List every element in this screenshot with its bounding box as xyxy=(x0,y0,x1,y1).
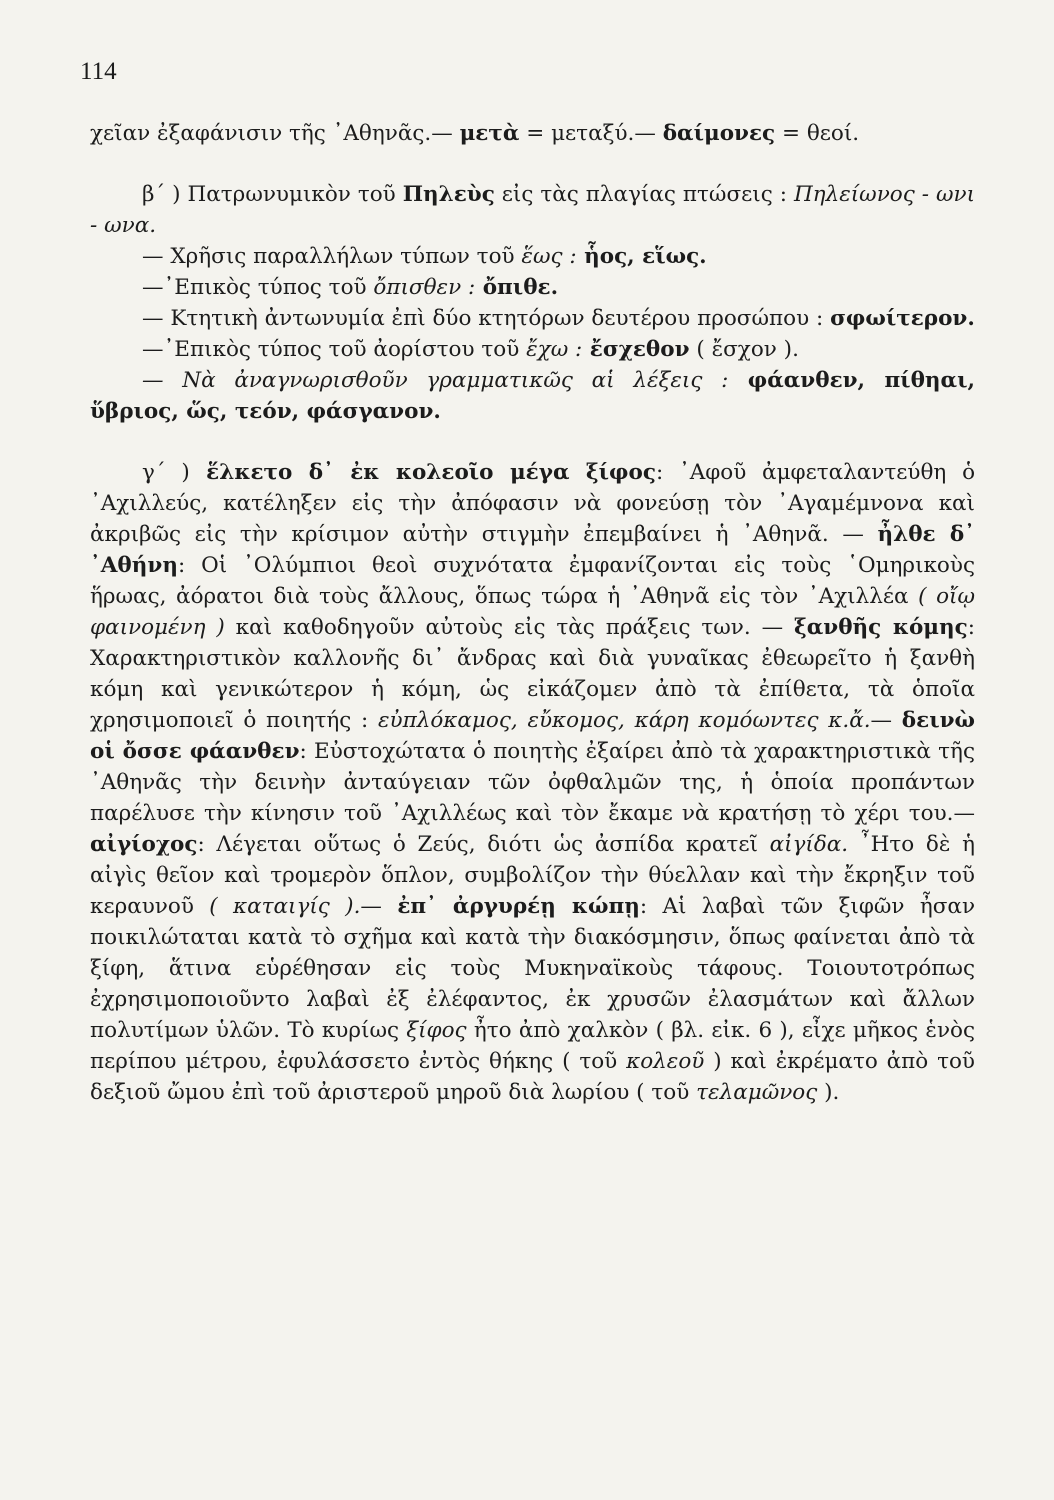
text: : Αἱ λαβαὶ τῶν ξιφῶν ἦσαν ποικιλώταται κατὰ τὸ σχῆμα καὶ κατὰ τὴν διακόσμησιν, ὅπως φαίνεται ἀπὸ τὰ ξίφη, ἅτινα εὑρέθησαν εἰς τοὺς Μυκηναϊκοὺς τάφους. Τοιουτοτρόπως ἐχρησιμοποιοῦντο λαβαὶ ἐξ ἐλέφαντος, ἐκ χρυσῶν ἐλασμάτων καὶ ἄλλων πολυτίμων ὑλῶν. Τὸ κυρίως xyxy=(90,894,976,1043)
term: Πηλεὺς xyxy=(402,182,495,207)
term: ἧος, εἵως. xyxy=(576,244,707,269)
term: σφωίτερον. xyxy=(830,306,975,331)
italic-text: ( οἴῳ φαινομένη ) xyxy=(90,584,975,640)
italic-text: ξίφος xyxy=(406,1018,467,1043)
text: ). xyxy=(817,1080,840,1105)
section-marker: γ΄ ) xyxy=(142,460,190,485)
term: μετὰ xyxy=(459,121,520,146)
term: ἕλκετο δ᾿ ἐκ κολεοῖο μέγα ξίφος xyxy=(189,460,656,485)
beta-line-3 xyxy=(90,272,975,303)
beta-line-6 xyxy=(90,365,975,427)
italic-text: ἕως : xyxy=(521,244,577,269)
text: — Κτητικὴ ἀντωνυμία ἐπὶ δύο κτητόρων δευτέρου προσώπου : xyxy=(142,306,831,331)
term: ἦλθε δ᾿ ᾿Αθήνη xyxy=(90,522,975,578)
italic-text: ( καταιγίς ). xyxy=(209,894,361,919)
text: χεῖαν ἐξαφάνισιν τῆς ᾿Αθηνᾶς.— xyxy=(90,121,460,146)
text: : Λέγεται οὕτως ὁ Ζεύς, διότι ὡς ἀσπίδα κρατεῖ xyxy=(197,832,770,857)
term: ξανθῆς κόμης xyxy=(794,615,968,640)
text: —᾿Επικὸς τύπος τοῦ xyxy=(142,275,374,300)
page-body xyxy=(90,118,975,1108)
italic-text: ἔχω : xyxy=(526,337,583,362)
beta-line-5 xyxy=(90,334,975,365)
term: ἐπ᾿ ἀργυρέῃ κώπῃ xyxy=(397,894,640,919)
beta-line-4 xyxy=(90,303,975,334)
text: : ᾿Αφοῦ ἀμφεταλαντεύθη ὁ ᾿Αχιλλεύς, κατέληξεν εἰς τὴν ἀπόφασιν νὰ φονεύσῃ τὸν ᾿Αγαμέμνονα καὶ ἀκριβῶς εἰς τὴν κρίσιμον αὐτὴν στιγμὴν ἐπεμβαίνει ἡ ᾿Αθηνᾶ. — xyxy=(90,460,976,547)
term: ὄπιθε. xyxy=(475,275,559,300)
italic-text: Πηλείωνος - ωνι - ωνα. xyxy=(90,182,975,238)
section-gamma xyxy=(90,457,975,1108)
text: : Εὐστοχώτατα ὁ ποιητὴς ἐξαίρει ἀπὸ τὰ χαρακτηριστικὰ τῆς ᾿Αθηνᾶς τὴν δεινὴν ἀνταύγειαν τῶν ὀφθαλμῶν της, ἡ ὁποία προπάντων παρέλυσε τὴν κίνησιν τοῦ ᾿Αχιλλέως καὶ τὸν ἔκαμε νὰ κρατήσῃ τὸ χέρι του.— xyxy=(90,739,975,826)
italic-text: εὐπλόκαμος, εὔκομος, κάρη κομόωντες κ.ἄ. xyxy=(377,708,871,733)
text: ἦτο ἀπὸ χαλκὸν ( βλ. εἰκ. 6 ), εἶχε μῆκος ἑνὸς περίπου μέτρου, ἐφυλάσσετο ἐντὸς θήκης ( τοῦ xyxy=(90,1018,975,1074)
italic-text: ὄπισθεν : xyxy=(373,275,476,300)
term: ἔσχεθον xyxy=(582,337,690,362)
italic-text: κολεοῦ xyxy=(626,1049,705,1074)
section-marker: β΄ ) xyxy=(142,182,181,207)
text: ( ἔσχον ). xyxy=(689,337,799,362)
term: δεινὼ οἱ ὄσσε φάανθεν xyxy=(90,708,975,764)
text: ) καὶ ἐκρέματο ἀπὸ τοῦ δεξιοῦ ὤμου ἐπὶ τοῦ ἀριστεροῦ μηροῦ διὰ λωρίου ( τοῦ xyxy=(90,1049,976,1105)
term: δαίμονες xyxy=(662,121,776,146)
text: : Οἱ ᾿Ολύμπιοι θεοὶ συχνότατα ἐμφανίζονται εἰς τοὺς ῾Ομηρικοὺς ἥρωας, ἀόρατοι διὰ τοὺς ἄλλους, ὅπως τώρα ἡ ᾿Αθηνᾶ εἰς τὸν ᾿Αχιλλέα xyxy=(90,553,975,609)
text: —᾿Επικὸς τύπος τοῦ ἀορίστου τοῦ xyxy=(142,337,527,362)
text: Πατρωνυμικὸν τοῦ xyxy=(180,182,403,207)
intro-line xyxy=(90,118,975,149)
text: = θεοί. xyxy=(775,121,860,146)
page-number: 114 xyxy=(80,58,117,85)
term: αἰγίοχος xyxy=(90,832,198,857)
text: = μεταξύ.— xyxy=(519,121,663,146)
italic-text: — Νὰ ἀναγνωρισθοῦν γραμματικῶς αἱ λέξεις : xyxy=(142,368,729,393)
text: εἰς τὰς πλαγίας πτώσεις : xyxy=(494,182,794,207)
text: ῏Ητο δὲ ἡ αἰγὶς θεῖον καὶ τρομερὸν ὅπλον, συμβολίζον τὴν θύελλαν καὶ τὴν ἔκρηξιν τοῦ κεραυνοῦ xyxy=(90,832,975,919)
italic-text: αἰγίδα. xyxy=(769,832,849,857)
text: — xyxy=(870,708,902,733)
text: — xyxy=(360,894,398,919)
text: : Χαρακτηριστικὸν καλλονῆς δι᾿ ἄνδρας καὶ διὰ γυναῖκας ἐθεωρεῖτο ἡ ξανθὴ κόμη καὶ γενικώτερον ἡ κόμη, ὡς εἰκάζομεν ἀπὸ τὰ ἐπίθετα, τὰ ὁποῖα χρησιμοποιεῖ ὁ ποιητής : xyxy=(90,615,975,733)
italic-text: τελαμῶνος xyxy=(696,1080,818,1105)
term: φάανθεν, πίθηαι, ὕβριος, ὥς, τεόν, φάσγανον. xyxy=(90,368,975,424)
section-beta xyxy=(90,179,975,241)
text: καὶ καθοδηγοῦν αὐτοὺς εἰς τὰς πράξεις των. — xyxy=(224,615,795,640)
text: — Χρῆσις παραλλήλων τύπων τοῦ xyxy=(142,244,522,269)
beta-line-2 xyxy=(90,241,975,272)
